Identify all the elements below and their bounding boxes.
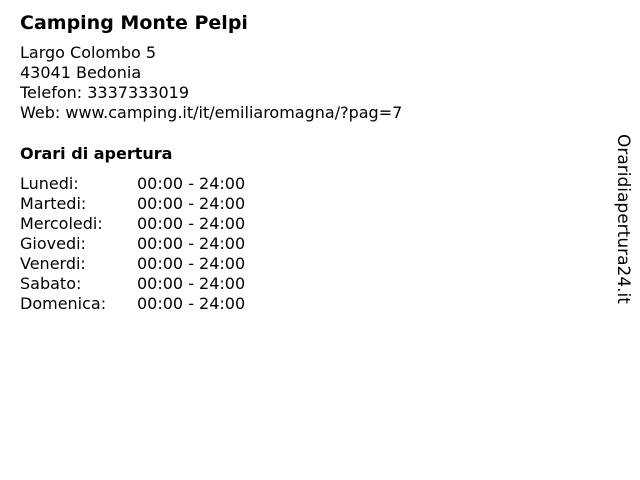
day-label: Sabato:	[20, 274, 82, 293]
business-name: Camping Monte Pelpi	[20, 12, 248, 34]
time-range: 00:00 - 24:00	[137, 174, 246, 193]
day-label: Martedi:	[20, 194, 87, 213]
time-range: 00:00 - 24:00	[137, 234, 246, 253]
time-range: 00:00 - 24:00	[137, 274, 246, 293]
address-block	[20, 43, 402, 123]
hours-row-tuesday	[20, 194, 280, 214]
hours-row-saturday	[20, 274, 280, 294]
day-label: Domenica:	[20, 294, 107, 313]
day-label: Giovedi:	[20, 234, 86, 253]
hours-row-thursday	[20, 234, 280, 254]
time-range: 00:00 - 24:00	[137, 294, 246, 313]
hours-row-wednesday	[20, 214, 280, 234]
hours-heading: Orari di apertura	[20, 144, 173, 163]
day-label: Lunedi:	[20, 174, 79, 193]
hours-row-monday	[20, 174, 280, 194]
opening-hours-table	[20, 174, 280, 314]
hours-row-friday	[20, 254, 280, 274]
time-range: 00:00 - 24:00	[137, 214, 246, 233]
day-label: Mercoledi:	[20, 214, 103, 233]
site-brand-vertical: Oraridiapertura24.it	[613, 134, 633, 304]
day-label: Venerdi:	[20, 254, 86, 273]
city-address: 43041 Bedonia	[20, 63, 142, 82]
street-address: Largo Colombo 5	[20, 43, 157, 62]
time-range: 00:00 - 24:00	[137, 254, 246, 273]
website-link[interactable]: Web: www.camping.it/it/emiliaromagna/?pag=7	[20, 103, 403, 122]
phone-number: Telefon: 3337333019	[20, 83, 190, 102]
hours-row-sunday	[20, 294, 280, 314]
time-range: 00:00 - 24:00	[137, 194, 246, 213]
